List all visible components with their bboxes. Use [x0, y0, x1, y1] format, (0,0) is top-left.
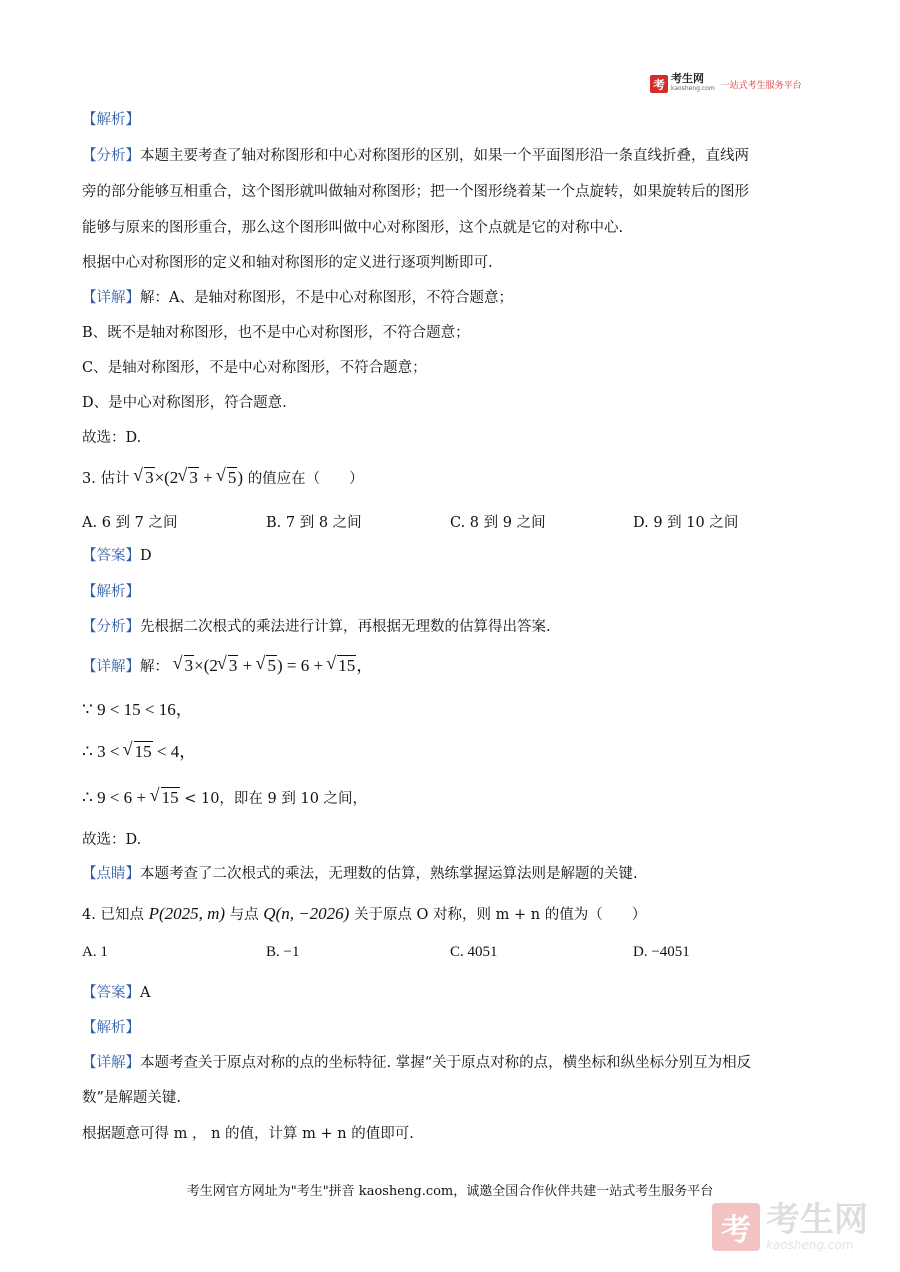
- section-label-jiexi: 【解析】: [82, 112, 140, 128]
- q4-option-d: D. −4051: [633, 944, 690, 960]
- q3-detail: 【详解】解： √ 3×(2√ 3 + √ 5) = 6 + √ 15，: [82, 656, 373, 677]
- header-logo: [650, 74, 802, 94]
- q3-option-c: C. 8 到 9 之间: [450, 515, 546, 531]
- q2-analysis-line-4: 根据中心对称图形的定义和轴对称图形的定义进行逐项判断即可.: [82, 255, 493, 271]
- q3-stem: 3. 估计 √ 3×(2√ 3 + √ 5) 的值应在（ ）: [82, 468, 364, 489]
- logo-site: kaosheng.com: [671, 85, 715, 92]
- q2-detail-line-1: 【详解】解：A、是轴对称图形，不是中心对称图形，不符合题意；: [82, 290, 513, 306]
- q2-analysis-line-3: 能够与原来的图形重合，那么这个图形叫做中心对称图形，这个点就是它的对称中心.: [82, 220, 624, 236]
- kaosheng-logo-icon: 考: [650, 75, 668, 93]
- kaosheng-watermark-icon: 考: [712, 1203, 760, 1251]
- q3-expression: √ 3×(2√ 3 + √ 5): [134, 468, 243, 487]
- q2-detail-line-3: C、是轴对称图形，不是中心对称图形，不符合题意；: [82, 360, 427, 376]
- q3-answer: 【答案】D: [82, 548, 152, 564]
- q3-analysis: 【分析】先根据二次根式的乘法进行计算，再根据无理数的估算得出答案.: [82, 619, 551, 635]
- q2-choice: 故选：D.: [82, 430, 142, 446]
- q2-detail-line-4: D、是中心对称图形，符合题意.: [82, 395, 287, 411]
- logo-name: 考生网: [671, 72, 704, 85]
- q4-detail-line-1: 【详解】本题考查关于原点对称的点的坐标特征. 掌握“关于原点对称的点，横坐标和纵坐标分别互为相反: [82, 1055, 752, 1071]
- header-slogan: 一站式考生服务平台: [720, 80, 802, 91]
- q4-stem: 4. 已知点 P(2025, m) 与点 Q(n, −2026) 关于原点 O 对称，则 m + n 的值为（ ）: [82, 904, 647, 923]
- q3-comment: 【点睛】本题考查了二次根式的乘法，无理数的估算，熟练掌握运算法则是解题的关键.: [82, 866, 638, 882]
- q3-option-d: D. 9 到 10 之间: [633, 515, 739, 531]
- q3-option-b: B. 7 到 8 之间: [266, 515, 362, 531]
- q4-option-b: B. −1: [266, 944, 300, 960]
- q4-label-jiexi: 【解析】: [82, 1020, 140, 1036]
- q3-step-2: ∴ 3 < √ 15 < 4，: [82, 742, 196, 762]
- q2-analysis-line-2: 旁的部分能够互相重合，这个图形就叫做轴对称图形；把一个图形绕着某一个点旋转，如果旋转后的图形: [82, 184, 749, 200]
- q4-detail-line-2: 数”是解题关键.: [82, 1090, 182, 1106]
- q3-detail-expression: √ 3×(2√ 3 + √ 5) = 6 + √ 15，: [174, 656, 374, 675]
- q4-answer: 【答案】A: [82, 985, 151, 1001]
- q3-label-jiexi: 【解析】: [82, 584, 140, 600]
- page-footer: 考生网官方网址为"考生"拼音 kaosheng.com，诚邀全国合作伙伴共建一站式考生服务平台: [186, 1184, 714, 1199]
- q3-choice: 故选：D.: [82, 832, 142, 848]
- q4-option-c: C. 4051: [450, 944, 498, 960]
- q3-step-1: ∵ 9 < 15 < 16，: [82, 700, 193, 719]
- q3-step-3: ∴ 9 < 6 + √ 15 < 10，即在 9 到 10 之间，: [82, 788, 367, 809]
- watermark: 考 考生网 kaosheng.com: [712, 1202, 868, 1252]
- q2-analysis-line-1: 【分析】本题主要考查了轴对称图形和中心对称图形的区别，如果一个平面图形沿一条直线折叠，直线两: [82, 148, 749, 164]
- q4-detail-line-3: 根据题意可得 m ， n 的值，计算 m + n 的值即可.: [82, 1126, 414, 1142]
- q4-option-a: A. 1: [82, 944, 108, 960]
- q2-detail-line-2: B、既不是轴对称图形，也不是中心对称图形，不符合题意；: [82, 325, 470, 341]
- q3-option-a: A. 6 到 7 之间: [82, 515, 178, 531]
